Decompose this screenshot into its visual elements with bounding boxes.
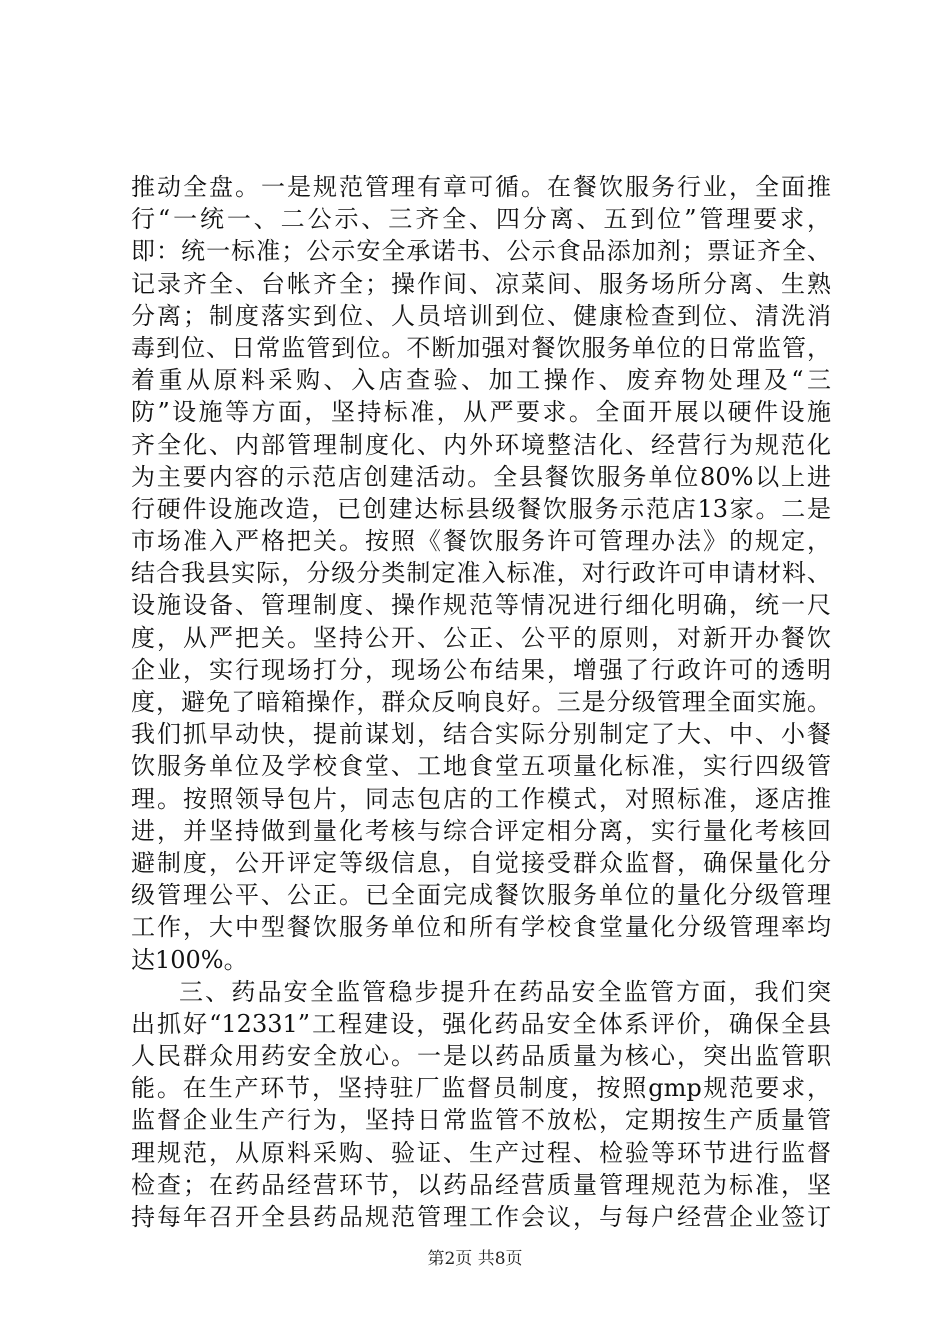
text-line: 企业，实行现场打分，现场公布结果，增强了行政许可的透明	[131, 655, 831, 684]
text-line: 为主要内容的示范店创建活动。全县餐饮服务单位80%以上进	[131, 462, 831, 491]
text-line: 持每年召开全县药品规范管理工作会议，与每户经营企业签订	[131, 1203, 831, 1231]
text-line: 出抓好“12331”工程建设，强化药品安全体系评价，确保全县	[131, 1009, 831, 1038]
text-line: 进，并坚持做到量化考核与综合评定相分离，实行量化考核回	[131, 816, 831, 845]
text-line: 级管理公平、公正。已全面完成餐饮服务单位的量化分级管理	[131, 881, 831, 910]
text-line: 三、药品安全监管稳步提升在药品安全监管方面，我们突	[179, 977, 831, 1006]
text-line: 结合我县实际，分级分类制定准入标准，对行政许可申请材料、	[131, 559, 831, 588]
text-line: 设施设备、管理制度、操作规范等情况进行细化明确，统一尺	[131, 591, 831, 620]
text-line: 毒到位、日常监管到位。不断加强对餐饮服务单位的日常监管，	[131, 333, 831, 362]
text-line: 理规范，从原料采购、验证、生产过程、检验等环节进行监督	[131, 1138, 831, 1167]
text-line: 饮服务单位及学校食堂、工地食堂五项量化标准，实行四级管	[131, 752, 831, 781]
text-line: 人民群众用药安全放心。一是以药品质量为核心，突出监管职	[131, 1042, 831, 1071]
text-line: 度，避免了暗箱操作，群众反响良好。三是分级管理全面实施。	[131, 688, 831, 716]
text-line: 着重从原料采购、入店查验、加工操作、废弃物处理及“三	[131, 366, 831, 395]
text-line: 市场准入严格把关。按照《餐饮服务许可管理办法》的规定，	[131, 527, 831, 556]
text-line: 齐全化、内部管理制度化、内外环境整洁化、经营行为规范化	[131, 430, 831, 459]
text-line: 监督企业生产行为，坚持日常监管不放松，定期按生产质量管	[131, 1106, 831, 1135]
text-line: 行硬件设施改造，已创建达标县级餐饮服务示范店13家。二是	[131, 494, 831, 523]
text-line: 度，从严把关。坚持公开、公正、公平的原则，对新开办餐饮	[131, 623, 831, 652]
text-line: 工作，大中型餐饮服务单位和所有学校食堂量化分级管理率均	[131, 913, 831, 942]
text-line: 推动全盘。一是规范管理有章可循。在餐饮服务行业，全面推	[131, 173, 831, 201]
page-footer: 第2页 共8页	[427, 1249, 523, 1269]
text-line: 行“一统一、二公示、三齐全、四分离、五到位”管理要求，	[131, 205, 831, 234]
text-line: 即：统一标准；公示安全承诺书、公示食品添加剂；票证齐全、	[131, 237, 831, 266]
text-line: 防”设施等方面，坚持标准，从严要求。全面开展以硬件设施	[131, 398, 831, 427]
text-line: 我们抓早动快，提前谋划，结合实际分别制定了大、中、小餐	[131, 720, 831, 749]
text-line: 理。按照领导包片，同志包店的工作模式，对照标准，逐店推	[131, 784, 831, 813]
text-line: 分离；制度落实到位、人员培训到位、健康检查到位、清洗消	[131, 301, 831, 330]
text-line: 记录齐全、台帐齐全；操作间、凉菜间、服务场所分离、生熟	[131, 269, 831, 298]
text-line: 能。在生产环节，坚持驻厂监督员制度，按照gmp规范要求，	[131, 1074, 831, 1103]
text-line: 达100%。	[131, 945, 248, 974]
text-line: 避制度，公开评定等级信息，自觉接受群众监督，确保量化分	[131, 848, 831, 877]
text-line: 检查；在药品经营环节，以药品经营质量管理规范为标准，坚	[131, 1170, 831, 1199]
body-text	[131, 171, 831, 1233]
